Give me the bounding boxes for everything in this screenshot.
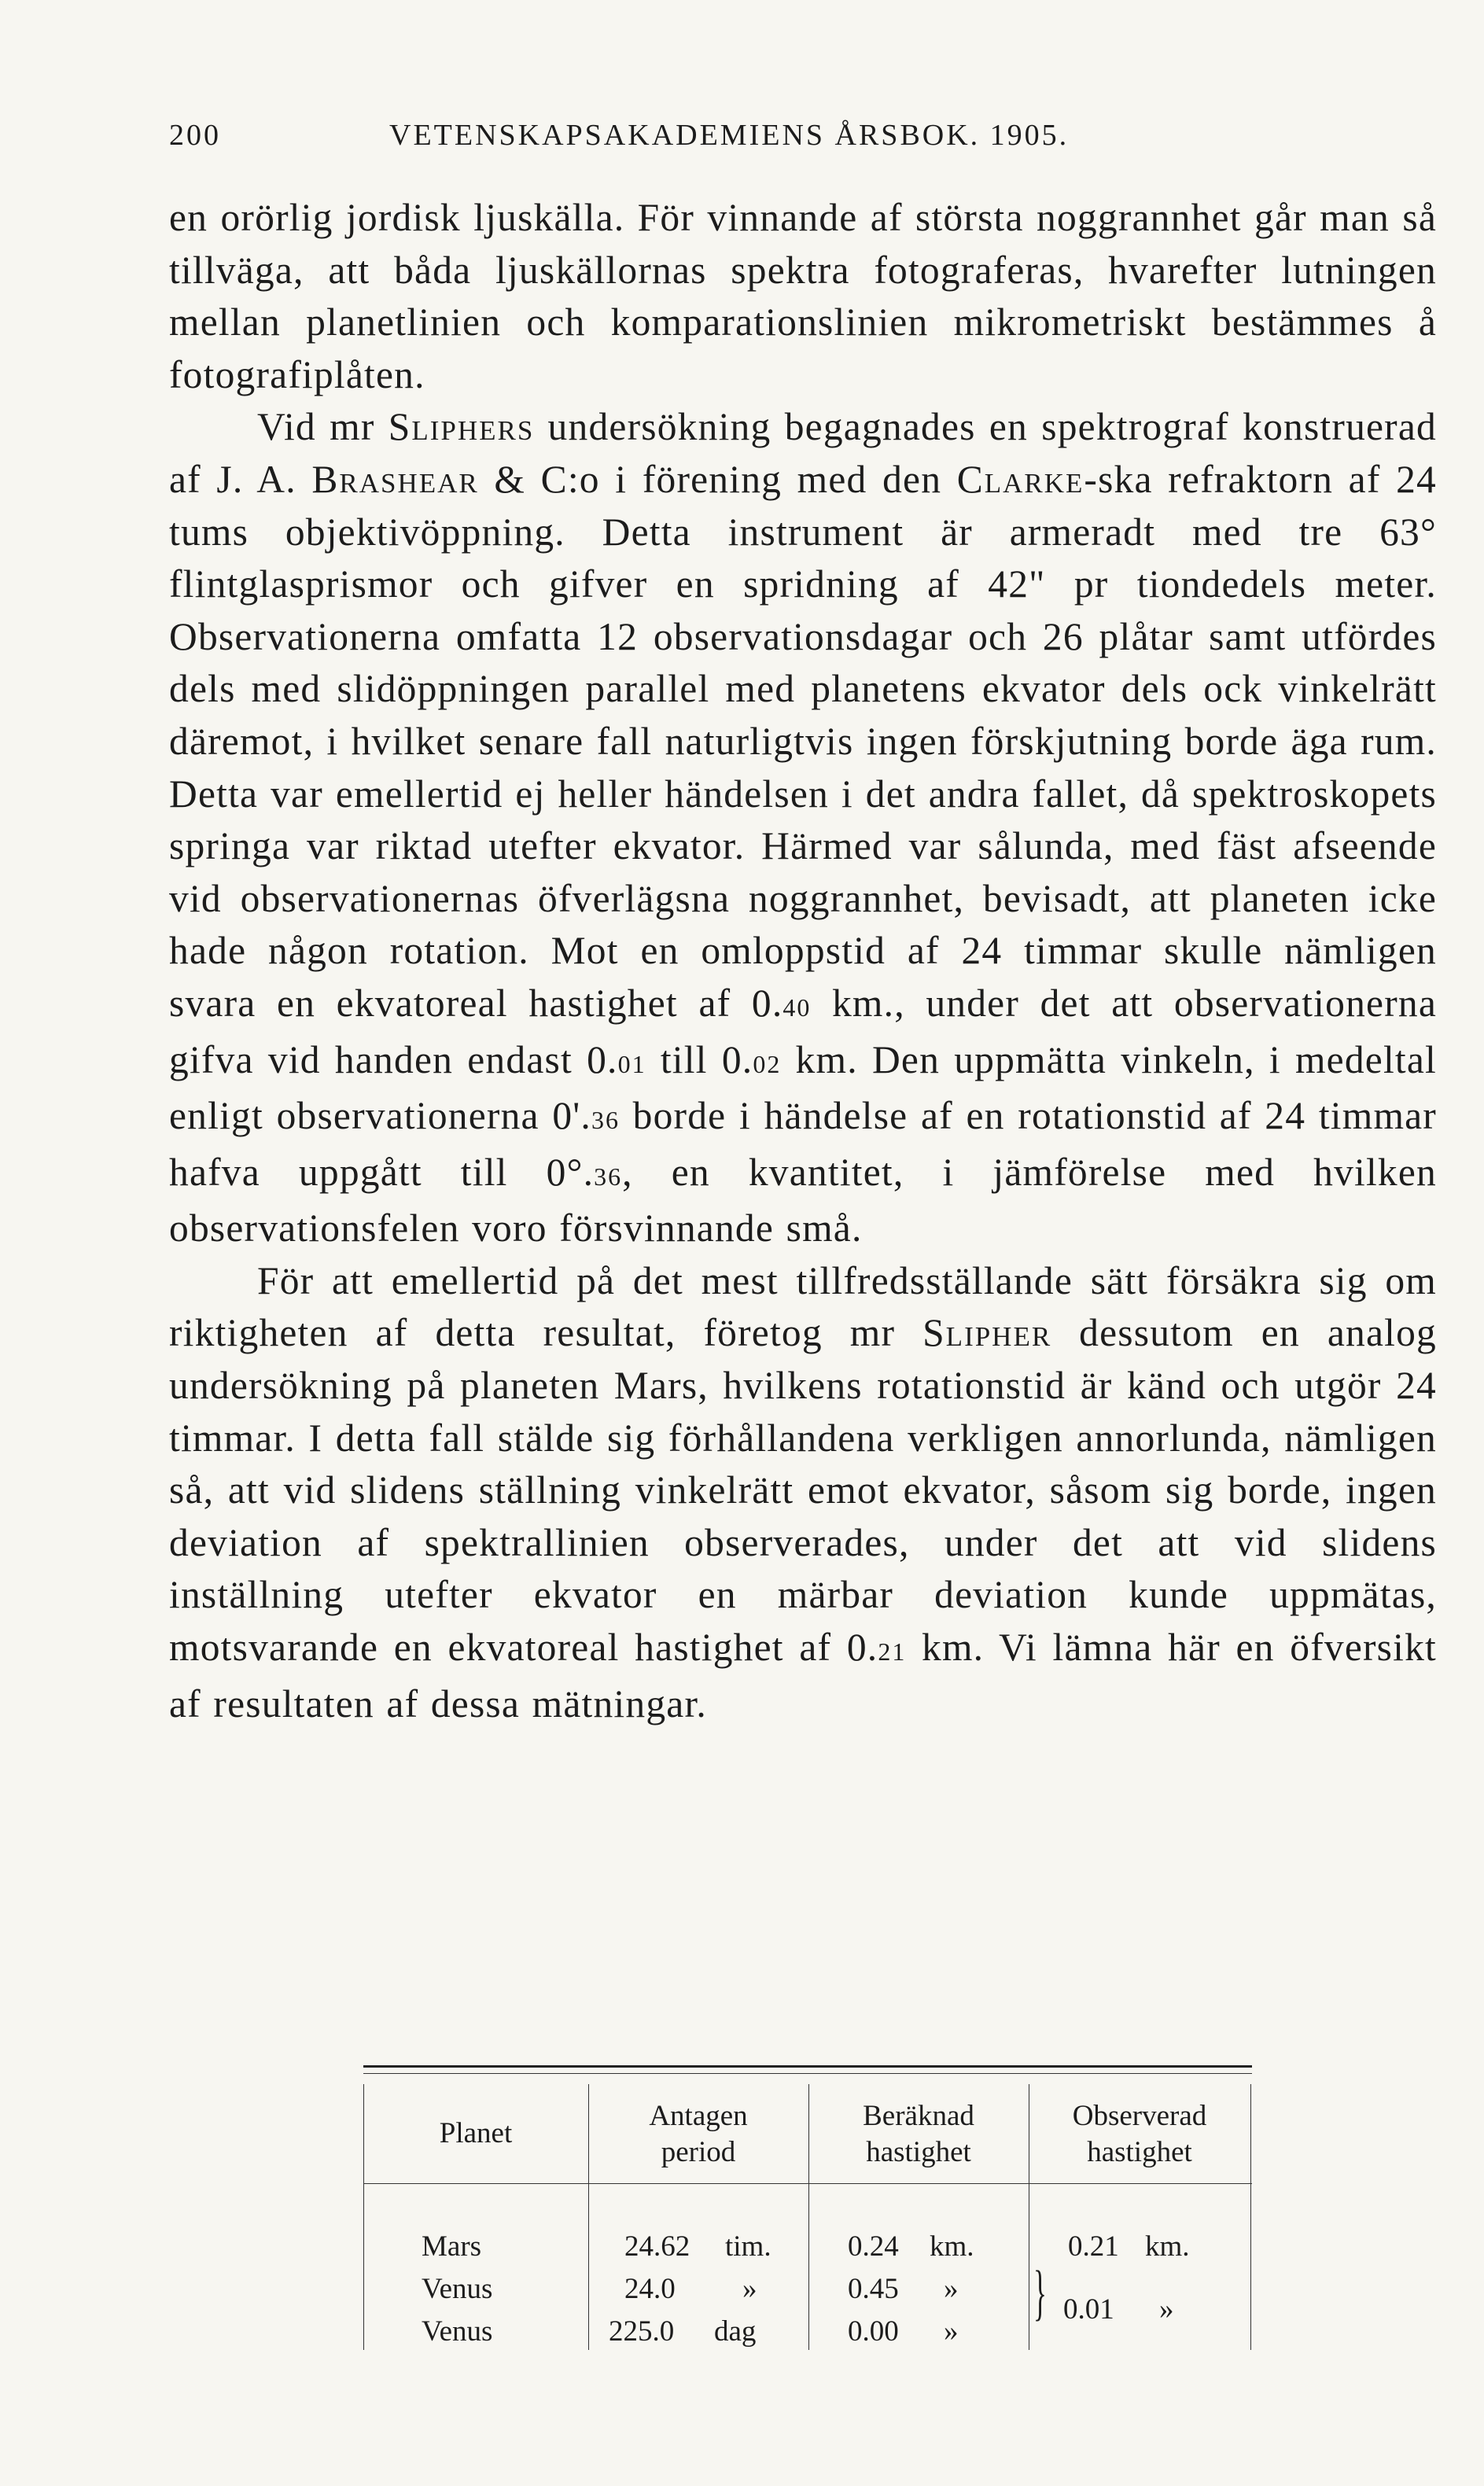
decimal-digits: 36 <box>591 1106 620 1135</box>
cell-period: 24.62 <box>624 2230 690 2263</box>
running-title: VETENSKAPSAKADEMIENS ÅRSBOK. 1905. <box>389 119 1070 152</box>
header-period-line1: Antagen <box>649 2100 748 2132</box>
text-run: km. Den uppmätta vinkeln, i medeltal enligt observationerna 0'. <box>169 1037 1437 1138</box>
header-calc-line2: hastighet <box>866 2136 971 2168</box>
cell-calc-unit: km. <box>930 2230 974 2263</box>
text-run: till 0. <box>646 1037 753 1081</box>
table-header-rule <box>363 2183 1252 2184</box>
cell-calc: 0.45 <box>848 2273 899 2305</box>
cell-obs: 0.21 <box>1068 2230 1119 2263</box>
cell-obs-venus-unit: » <box>1159 2293 1174 2326</box>
brace-icon: } <box>1033 2258 1047 2326</box>
paragraph-3 <box>169 1255 1437 1730</box>
text-run: km. Vi lämna här en öfversikt af resultaten af dessa mätningar. <box>169 1626 1438 1725</box>
decimal-digits: 21 <box>878 1637 907 1667</box>
header-obs-line1: Observerad <box>1072 2100 1207 2132</box>
cell-planet: Mars <box>422 2230 482 2263</box>
author-brashear: Brashear <box>311 457 479 501</box>
cell-calc: 0.00 <box>848 2315 899 2348</box>
text-run: För att emellertid på det mest tillfredsställande sätt försäkra sig om riktigheten af detta resultat, företog mr <box>169 1258 1437 1355</box>
cell-calc-unit: » <box>944 2315 959 2348</box>
cell-planet: Venus <box>422 2315 493 2348</box>
cell-period-unit: » <box>742 2273 757 2305</box>
decimal-digits: 40 <box>783 993 812 1022</box>
cell-period: 225.0 <box>609 2315 675 2348</box>
cell-period: 24.0 <box>624 2273 676 2305</box>
author-slipher: Slipher <box>922 1311 1052 1355</box>
decimal-digits: 02 <box>753 1049 782 1078</box>
text-run: , en kvantitet, i jämförelse med hvilken observationsfelen voro försvinnande små. <box>169 1150 1438 1250</box>
cell-obs-unit: km. <box>1145 2230 1190 2263</box>
table-rule <box>363 2065 1252 2068</box>
cell-period-unit: tim. <box>725 2230 771 2263</box>
text-run: undersökning begagnades en spektrograf konstruerad af J. A. <box>169 405 1437 501</box>
text-run: borde i händelse af en rotationstid af 24 timmar hafva uppgått till 0°. <box>169 1094 1437 1194</box>
text-run: km., under det att observationerna gifva vid handen endast 0. <box>169 981 1438 1081</box>
decimal-digits: 01 <box>617 1049 646 1078</box>
page-number: 200 <box>169 119 221 152</box>
text-run: -ska refraktorn af 24 tums objektivöppning. Detta instrument är armeradt med tre 63° flintglasprismor och gifver en spridning af 42" pr tiondedels meter. Observationerna omfatta 12 observationsdagar och 26 plåtar samt utfördes dels med slidöppningen parallel med planetens ekvator dels ock vinkelrätt däremot, i hvilket senare fall naturligtvis ingen förskjutning borde äga rum. Detta var emellertid ej heller händelsen i det andra fallet, då spektroskopets springa var riktad utefter ekvator. Härmed var sålunda, med fäst afseende vid observationernas öfverlägsna noggrannhet, bevisadt, att planeten icke hade någon rotation. Mot en omloppstid af 24 timmar skulle nämligen svara en ekvatoreal hastighet af 0. <box>169 457 1437 1025</box>
text-run: Vid mr <box>257 405 388 449</box>
paragraph-2 <box>169 401 1437 1255</box>
header-observed <box>1029 2098 1250 2171</box>
header-calc-line1: Beräknad <box>863 2100 974 2132</box>
header-obs-line2: hastighet <box>1087 2136 1192 2168</box>
header-period <box>588 2098 808 2171</box>
text-run: dessutom en analog undersökning på planeten Mars, hvilkens rotationstid är känd och utgör 24 timmar. I detta fall stälde sig förhållandena verkligen annorlunda, nämligen så, att vid slidens ställning vinkelrätt emot ekvator, såsom sig borde, ingen deviation af spektrallinien observerades, under det att vid slidens inställning utefter ekvator en märbar deviation kunde uppmätas, motsvarande en ekvatoreal hastighet af 0. <box>169 1311 1437 1670</box>
column-divider <box>1250 2084 1251 2350</box>
cell-calc: 0.24 <box>848 2230 899 2263</box>
cell-obs-venus: 0.01 <box>1063 2293 1114 2326</box>
text-run: & C:o i förening med den <box>478 457 957 501</box>
header-period-line2: period <box>661 2136 736 2168</box>
paragraph-1 <box>169 192 1437 401</box>
decimal-digits: 36 <box>594 1162 623 1191</box>
body-text <box>169 192 1437 1730</box>
author-slipher: Sliphers <box>388 405 535 449</box>
cell-period-unit: dag <box>714 2315 757 2348</box>
cell-calc-unit: » <box>944 2273 959 2305</box>
header-planet: Planet <box>439 2117 513 2149</box>
cell-planet: Venus <box>422 2273 493 2305</box>
header-calculated <box>808 2098 1029 2171</box>
table-rule <box>363 2073 1252 2074</box>
paragraph-1-text: en orörlig jordisk ljuskälla. För vinnande af största noggrannhet går man så tillväga, att båda ljuskällornas spektra fotograferas, hvarefter lutningen mellan planetlinien och komparationslinien mikrometriskt bestämmes å fotografiplåten. <box>169 196 1437 396</box>
results-table <box>363 2065 1252 2350</box>
name-clarke: Clarke <box>956 457 1084 501</box>
